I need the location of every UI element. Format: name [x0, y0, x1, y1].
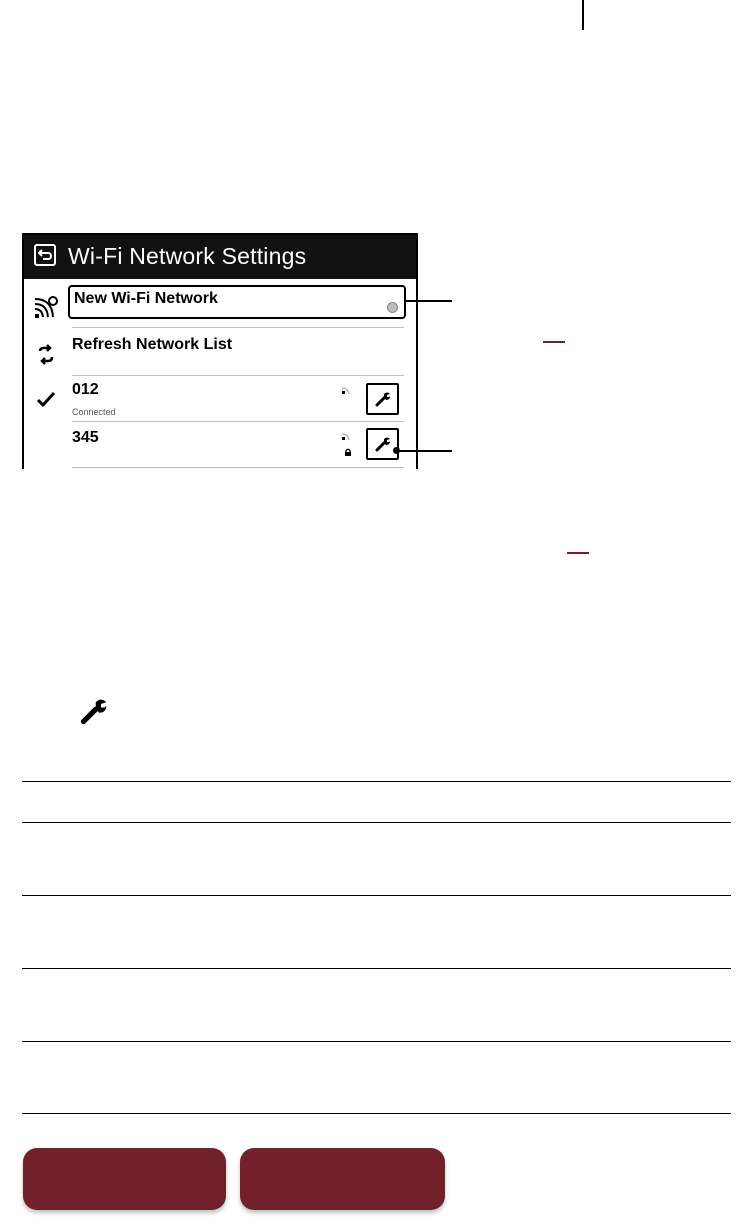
back-arrow-icon	[38, 249, 52, 261]
table-rule	[22, 895, 731, 896]
network-name[interactable]: 345	[72, 429, 99, 446]
callout-line	[397, 450, 452, 452]
row-divider	[72, 421, 404, 422]
network-settings-button[interactable]	[366, 428, 399, 460]
page-edge-line	[582, 0, 584, 30]
table-rule	[22, 1113, 731, 1114]
wifi-add-icon	[34, 295, 58, 319]
next-page-button[interactable]	[240, 1148, 445, 1210]
table-rule	[22, 1041, 731, 1042]
wrench-icon	[375, 391, 391, 407]
row-divider	[72, 375, 404, 376]
wrench-icon	[80, 697, 108, 725]
screen-title: Wi-Fi Network Settings	[68, 243, 307, 269]
table-rule	[22, 781, 731, 782]
network-settings-button[interactable]	[366, 383, 399, 415]
link-reference[interactable]	[567, 552, 589, 554]
network-name[interactable]: 012	[72, 381, 99, 398]
refresh-icon	[34, 343, 58, 367]
wrench-icon	[375, 436, 391, 452]
table-rule	[22, 822, 731, 823]
callout-dot	[393, 447, 400, 454]
signal-strength-icon	[342, 431, 352, 441]
signal-strength-icon	[342, 385, 352, 395]
lock-icon	[344, 448, 352, 456]
checkmark-icon	[34, 387, 58, 411]
link-reference[interactable]	[543, 341, 565, 343]
network-status: Connected	[72, 407, 116, 417]
table-rule	[22, 968, 731, 969]
toggle-indicator-icon	[387, 302, 398, 313]
new-wifi-network-item[interactable]	[68, 285, 406, 319]
new-wifi-network-label: New Wi-Fi Network	[74, 290, 218, 307]
wifi-settings-screenshot	[22, 233, 418, 469]
row-divider	[72, 467, 404, 468]
callout-line	[404, 300, 452, 302]
previous-page-button[interactable]	[23, 1148, 226, 1210]
title-bar	[24, 235, 416, 279]
refresh-network-list-item[interactable]: Refresh Network List	[72, 336, 233, 353]
row-divider	[72, 327, 404, 328]
back-button[interactable]	[34, 244, 56, 266]
